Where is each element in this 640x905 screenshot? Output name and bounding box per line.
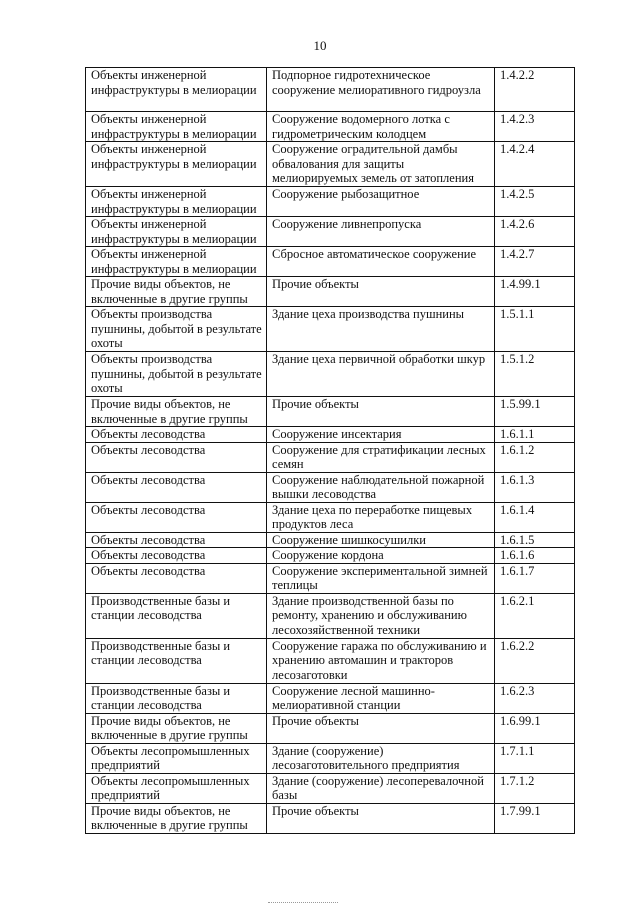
group-cell: Объекты инженерной инфраструктуры в мелиорации [86, 142, 267, 187]
table-row [86, 683, 575, 713]
group-cell: Объекты инженерной инфраструктуры в мелиорации [86, 112, 267, 142]
code-cell: 1.7.99.1 [495, 803, 575, 833]
code-cell: 1.6.1.1 [495, 427, 575, 443]
object-cell: Здание цеха первичной обработки шкур [267, 352, 495, 397]
group-cell: Объекты инженерной инфраструктуры в мелиорации [86, 187, 267, 217]
table-row [86, 307, 575, 352]
table-row [86, 532, 575, 548]
group-cell: Объекты инженерной инфраструктуры в мелиорации [86, 247, 267, 277]
group-cell: Производственные базы и станции лесоводства [86, 683, 267, 713]
code-cell: 1.6.1.2 [495, 442, 575, 472]
table-row [86, 743, 575, 773]
table-row [86, 112, 575, 142]
table-row [86, 472, 575, 502]
code-cell: 1.6.1.4 [495, 502, 575, 532]
group-cell: Объекты инженерной инфраструктуры в мелиорации [86, 68, 267, 112]
object-cell: Здание (сооружение) лесоперевалочной базы [267, 773, 495, 803]
group-cell: Прочие виды объектов, не включенные в другие группы [86, 803, 267, 833]
group-cell: Объекты производства пушнины, добытой в результате охоты [86, 307, 267, 352]
object-cell: Сооружение шишкосушилки [267, 532, 495, 548]
code-cell: 1.6.2.2 [495, 638, 575, 683]
group-cell: Объекты лесоводства [86, 427, 267, 443]
code-cell: 1.6.1.3 [495, 472, 575, 502]
table-row [86, 217, 575, 247]
table-row [86, 397, 575, 427]
page-number: 10 [313, 38, 327, 53]
table-row [86, 773, 575, 803]
object-cell: Сооружение оградительной дамбы обвалования для защиты мелиорируемых земель от затопления [267, 142, 495, 187]
table-row [86, 142, 575, 187]
object-cell: Подпорное гидротехническое сооружение мелиоративного гидроузла [267, 68, 495, 112]
object-cell: Сооружение рыбозащитное [267, 187, 495, 217]
object-cell: Сооружение водомерного лотка с гидрометрическим колодцем [267, 112, 495, 142]
object-cell: Здание производственной базы по ремонту, хранению и обслуживанию лесохозяйственной техники [267, 593, 495, 638]
code-cell: 1.7.1.2 [495, 773, 575, 803]
table-row [86, 427, 575, 443]
object-cell: Сбросное автоматическое сооружение [267, 247, 495, 277]
code-cell: 1.5.1.2 [495, 352, 575, 397]
table-row [86, 502, 575, 532]
code-cell: 1.6.1.7 [495, 563, 575, 593]
code-cell: 1.7.1.1 [495, 743, 575, 773]
table-row [86, 563, 575, 593]
object-cell: Сооружение кордона [267, 548, 495, 564]
code-cell: 1.6.99.1 [495, 713, 575, 743]
table-row [86, 713, 575, 743]
code-cell: 1.4.2.7 [495, 247, 575, 277]
object-cell: Сооружение для стратификации лесных семян [267, 442, 495, 472]
code-cell: 1.5.1.1 [495, 307, 575, 352]
object-cell: Сооружение ливнепропуска [267, 217, 495, 247]
code-cell: 1.4.2.2 [495, 68, 575, 112]
object-cell: Прочие объекты [267, 397, 495, 427]
code-cell: 1.4.2.6 [495, 217, 575, 247]
table-row [86, 442, 575, 472]
object-cell: Прочие объекты [267, 803, 495, 833]
code-cell: 1.4.2.5 [495, 187, 575, 217]
table-row [86, 352, 575, 397]
table-row [86, 247, 575, 277]
group-cell: Прочие виды объектов, не включенные в другие группы [86, 713, 267, 743]
table-row [86, 593, 575, 638]
table-row [86, 68, 575, 112]
group-cell: Объекты производства пушнины, добытой в результате охоты [86, 352, 267, 397]
object-cell: Сооружение гаража по обслуживанию и хранению автомашин и тракторов лесозаготовки [267, 638, 495, 683]
code-cell: 1.6.2.3 [495, 683, 575, 713]
group-cell: Объекты лесоводства [86, 472, 267, 502]
code-cell: 1.5.99.1 [495, 397, 575, 427]
group-cell: Объекты лесоводства [86, 548, 267, 564]
group-cell: Объекты лесоводства [86, 502, 267, 532]
table-row [86, 548, 575, 564]
footer-mark [268, 902, 338, 903]
object-cell: Прочие объекты [267, 277, 495, 307]
table-body [86, 68, 575, 834]
code-cell: 1.4.2.4 [495, 142, 575, 187]
group-cell: Объекты лесоводства [86, 532, 267, 548]
group-cell: Производственные базы и станции лесоводства [86, 638, 267, 683]
table-row [86, 638, 575, 683]
object-cell: Здание (сооружение) лесозаготовительного предприятия [267, 743, 495, 773]
group-cell: Прочие виды объектов, не включенные в другие группы [86, 277, 267, 307]
table-row [86, 803, 575, 833]
code-cell: 1.4.99.1 [495, 277, 575, 307]
group-cell: Объекты лесопромышленных предприятий [86, 773, 267, 803]
object-cell: Сооружение инсектария [267, 427, 495, 443]
object-cell: Прочие объекты [267, 713, 495, 743]
object-cell: Здание цеха по переработке пищевых продуктов леса [267, 502, 495, 532]
group-cell: Прочие виды объектов, не включенные в другие группы [86, 397, 267, 427]
group-cell: Объекты инженерной инфраструктуры в мелиорации [86, 217, 267, 247]
object-cell: Сооружение экспериментальной зимней теплицы [267, 563, 495, 593]
object-cell: Сооружение наблюдательной пожарной вышки лесоводства [267, 472, 495, 502]
table-row [86, 277, 575, 307]
code-cell: 1.4.2.3 [495, 112, 575, 142]
code-cell: 1.6.1.5 [495, 532, 575, 548]
code-cell: 1.6.2.1 [495, 593, 575, 638]
group-cell: Объекты лесоводства [86, 442, 267, 472]
group-cell: Объекты лесопромышленных предприятий [86, 743, 267, 773]
objects-table [85, 67, 575, 834]
table-row [86, 187, 575, 217]
object-cell: Сооружение лесной машинно-мелиоративной станции [267, 683, 495, 713]
group-cell: Производственные базы и станции лесоводства [86, 593, 267, 638]
object-cell: Здание цеха производства пушнины [267, 307, 495, 352]
code-cell: 1.6.1.6 [495, 548, 575, 564]
group-cell: Объекты лесоводства [86, 563, 267, 593]
